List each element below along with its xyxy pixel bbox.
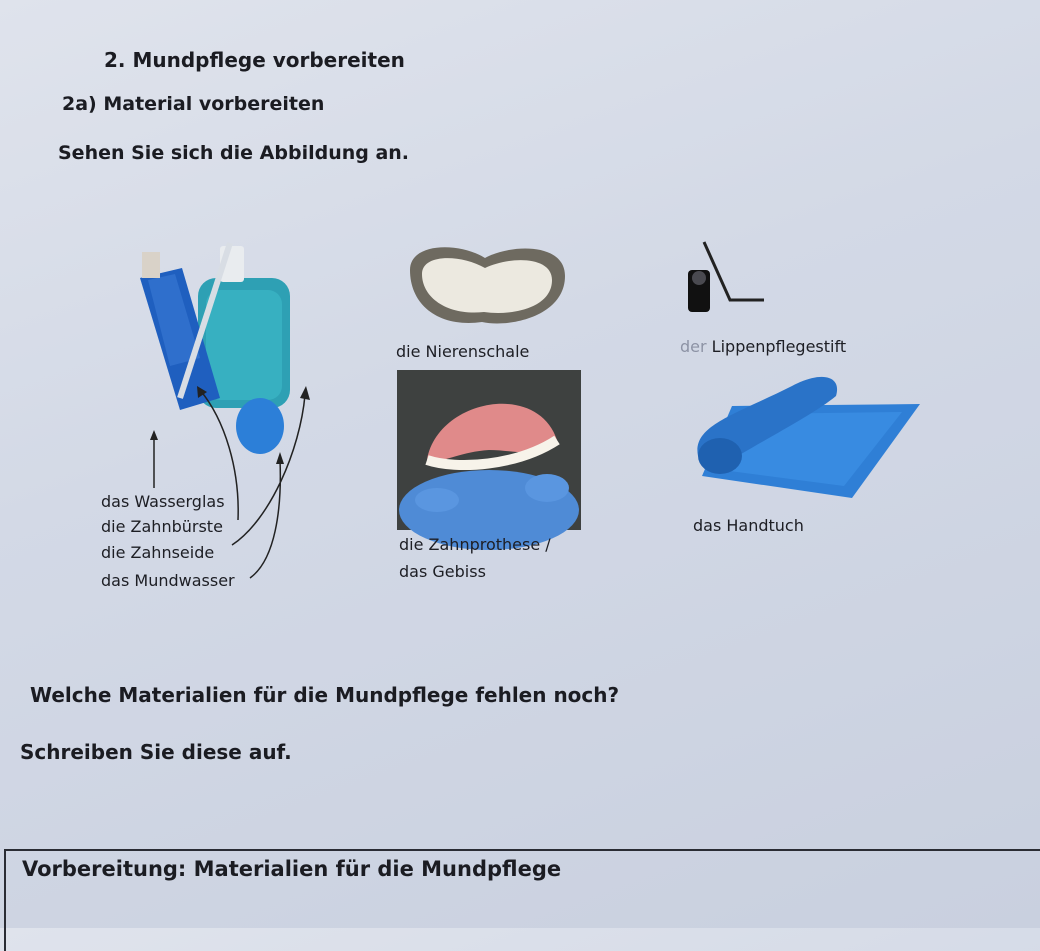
label-gebiss: das Gebiss: [399, 562, 486, 581]
label-mundwasser: das Mundwasser: [101, 571, 235, 590]
answer-box-title: Vorbereitung: Materialien für die Mundpflege: [22, 857, 562, 881]
question-write-down: Schreiben Sie diese auf.: [20, 740, 292, 764]
label-nierenschale: die Nierenschale: [396, 342, 530, 361]
lip-balm-image: [682, 238, 772, 318]
kidney-dish-image: [400, 236, 570, 328]
label-zahnbuerste: die Zahnbürste: [101, 517, 223, 536]
instruction-text: Sehen Sie sich die Abbildung an.: [58, 142, 410, 164]
label-lippen-noun: Lippenpflegestift: [711, 337, 847, 356]
towel-image: [692, 366, 922, 502]
label-zahnprothese: die Zahnprothese /: [399, 535, 551, 554]
label-lippenpflegestift: [680, 337, 846, 356]
subsection-heading: 2a) Material vorbereiten: [62, 93, 325, 115]
denture-image: [397, 370, 581, 530]
label-wasserglas: das Wasserglas: [101, 492, 225, 511]
label-zahnseide: die Zahnseide: [101, 543, 215, 562]
label-lippen-article: der: [680, 337, 707, 356]
label-handtuch: das Handtuch: [693, 516, 804, 535]
section-heading: 2. Mundpflege vorbereiten: [104, 48, 405, 72]
question-missing-materials: Welche Materialien für die Mundpflege fehlen noch?: [30, 683, 620, 707]
